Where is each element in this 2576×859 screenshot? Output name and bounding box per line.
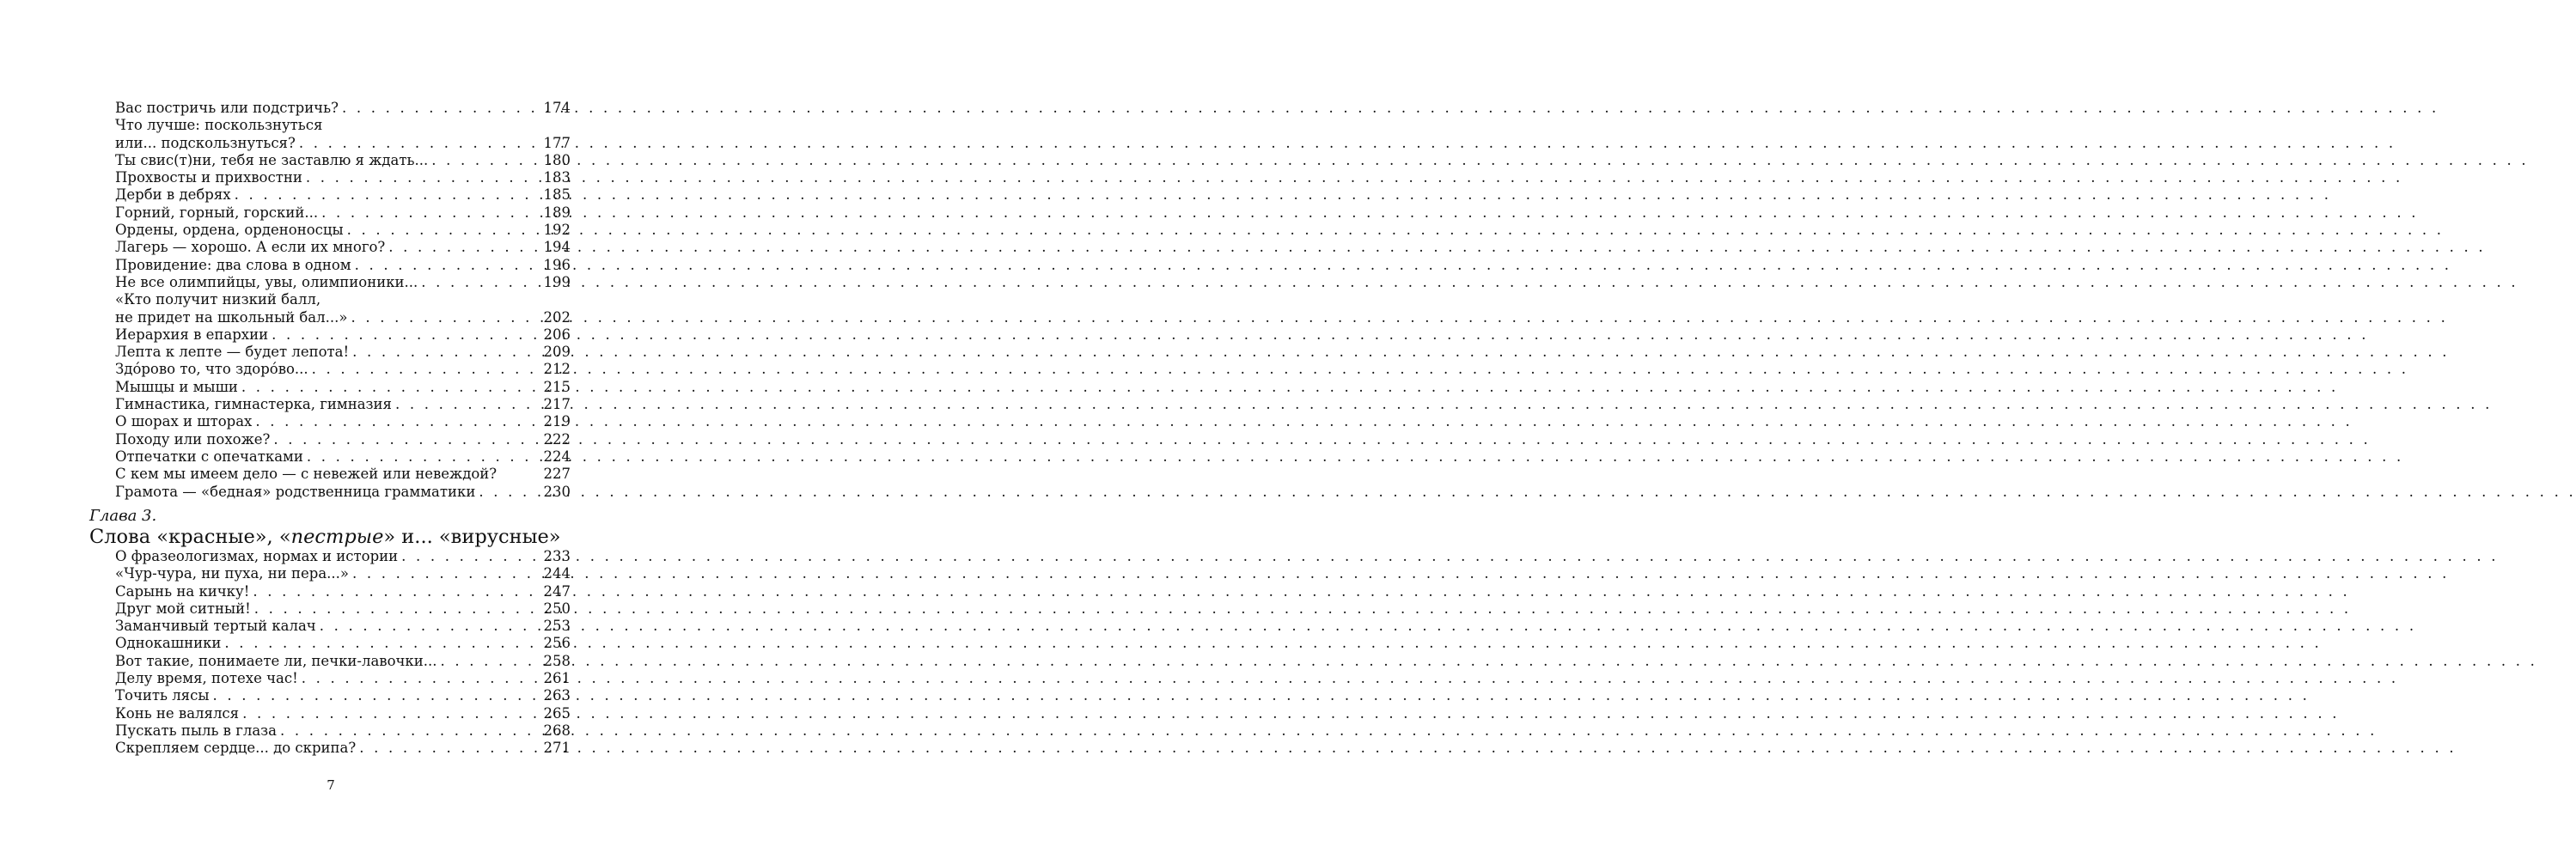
toc-entry-page: 233 (543, 548, 571, 564)
toc-entry-title: «Чур-чура, ни пуха, ни пера...» (115, 565, 350, 582)
toc-entry (115, 548, 571, 565)
toc-leader-dots (224, 635, 538, 652)
toc-entry (115, 326, 571, 344)
toc-entry (115, 635, 571, 652)
toc-leader-dots (431, 152, 538, 169)
toc-entry-page: 183 (543, 169, 571, 186)
toc-leader-dots (273, 431, 538, 448)
toc-entry-page: 209 (543, 344, 571, 361)
toc-leader-dots (312, 361, 539, 378)
toc-entry-page: 206 (543, 326, 571, 343)
toc-entry (115, 186, 571, 204)
toc-entry (115, 169, 571, 186)
toc-leader-dots (359, 740, 538, 757)
toc-entry-page: 268 (543, 722, 571, 739)
toc-entry-page: 177 (543, 134, 571, 151)
toc-leader-dots (479, 484, 538, 501)
toc-leader-dots (235, 186, 539, 204)
toc-entry-page: 271 (543, 740, 571, 757)
toc-leader-dots (299, 135, 539, 152)
toc-entry-page: 196 (543, 256, 571, 273)
toc-entry-line (115, 448, 571, 466)
toc-entry-title: Иерархия в епархии (115, 326, 269, 343)
toc-entry-line (115, 344, 571, 361)
toc-entry (115, 740, 571, 757)
toc-entry-line (115, 670, 571, 687)
toc-entry-line (115, 548, 571, 565)
chapter-heading (89, 507, 605, 548)
toc-leader-dots (342, 100, 539, 117)
toc-entry-title: Горний, горный, горский... (115, 204, 319, 221)
toc-entry-title: Вас постричь или подстричь? (115, 100, 339, 116)
toc-entry-line (115, 431, 571, 448)
toc-entry-title: Что лучше: поскользнуться (115, 117, 323, 134)
chapter-label: Глава 3. (89, 507, 157, 525)
toc-entry-page: 189 (543, 204, 571, 221)
toc-entry-page: 199 (543, 273, 571, 290)
toc-entry (115, 344, 571, 361)
toc-entry-page: 224 (543, 448, 571, 465)
toc-leader-dots (320, 618, 539, 635)
toc-entry (115, 705, 571, 722)
toc-leader-dots (280, 722, 538, 740)
toc-entry-title: Прохвосты и прихвостни (115, 169, 302, 186)
toc-entry-line (115, 169, 571, 186)
toc-entry-page: 174 (543, 100, 571, 116)
toc-entry-title: Скрепляем сердце... до скрипа? (115, 740, 357, 757)
toc-entry-line (115, 705, 571, 722)
toc-entry-line (115, 100, 571, 117)
toc-leader-dots (255, 413, 538, 430)
toc-entry-line (115, 379, 571, 396)
toc-leader-dots (421, 274, 538, 291)
toc-entry (115, 670, 571, 687)
toc-entry (115, 431, 571, 448)
toc-entry (115, 379, 571, 396)
toc-entry-line (115, 309, 571, 326)
toc-entry-title: Точить лясы (115, 687, 210, 704)
toc-entry-line (115, 740, 571, 757)
toc-entry (115, 274, 571, 291)
chapter-title (89, 526, 605, 548)
toc-entry-page: 230 (543, 483, 571, 500)
toc-entry (115, 413, 571, 430)
toc-entry-page: 194 (543, 239, 571, 256)
toc-entry-line (115, 239, 571, 256)
toc-entry-page: 256 (543, 635, 571, 652)
toc-entry-line (115, 484, 571, 501)
page-number: 7 (327, 777, 335, 793)
toc-entry (115, 722, 571, 740)
toc-entry-line (115, 117, 571, 134)
toc-entry (115, 466, 571, 483)
toc-entry-title: С кем мы имеем дело — с невежей или невеждой? (115, 466, 497, 483)
toc-entry-page: 244 (543, 565, 571, 582)
toc-entry-page: 202 (543, 308, 571, 326)
toc-entry-line (115, 565, 571, 582)
toc-entry-title: Ордены, ордена, орденоносцы (115, 222, 344, 239)
toc-entry-page: 215 (543, 378, 571, 395)
toc-entry-line (115, 413, 571, 430)
toc-entry-page: 265 (543, 704, 571, 722)
toc-entry (115, 361, 571, 378)
toc-leader-dots (440, 653, 538, 670)
toc-leader-dots (272, 326, 538, 344)
toc-leader-dots (306, 169, 539, 186)
toc-entry (115, 291, 571, 326)
toc-entry (115, 152, 571, 169)
toc-entry-line (115, 186, 571, 204)
toc-entry-page: 258 (543, 652, 571, 669)
toc-entry-title: Отпечатки с опечатками (115, 448, 303, 465)
toc-leader-dots (351, 309, 538, 326)
toc-entry-page: 180 (543, 151, 571, 168)
toc-leader-dots (321, 204, 538, 222)
toc-entry-title: Походу или похоже? (115, 430, 271, 448)
toc-entry-title: Провидение: два слова в одном (115, 256, 351, 273)
toc-entry (115, 618, 571, 635)
toc-entry-line (115, 222, 571, 239)
toc-entry-line (115, 618, 571, 635)
toc-entry (115, 600, 571, 618)
toc-entry-page: 247 (543, 582, 571, 600)
toc-entry-line (115, 653, 571, 670)
toc-leader-dots (242, 705, 538, 722)
toc-entry-page: 227 (543, 466, 571, 483)
toc-entry-line (115, 466, 571, 483)
toc-entry-line (115, 135, 571, 152)
toc-entry (115, 239, 571, 256)
toc-entry (115, 257, 571, 274)
toc-entry (115, 204, 571, 222)
toc-entry (115, 583, 571, 600)
toc-entry-line (115, 257, 571, 274)
toc-entry-title: или... подскользнуться? (115, 134, 296, 151)
toc-section-upper (115, 100, 571, 501)
toc-entry-line (115, 687, 571, 704)
toc-leader-dots (401, 548, 538, 565)
toc-entry-page: 212 (543, 361, 571, 378)
toc-entry-line (115, 291, 571, 308)
toc-leader-dots (352, 344, 538, 361)
toc-entry-line (115, 274, 571, 291)
toc-entry (115, 100, 571, 117)
toc-entry-title: О шорах и шторах (115, 413, 253, 430)
toc-entry-title: Друг мой ситный! (115, 600, 251, 617)
toc-entry-line (115, 396, 571, 413)
toc-leader-dots (307, 448, 539, 466)
toc-entry-page: 253 (543, 618, 571, 635)
toc-entry (115, 396, 571, 413)
toc-entry-line (115, 326, 571, 344)
toc-leader-dots (388, 239, 538, 256)
toc-leader-dots (302, 670, 539, 687)
toc-leader-dots (355, 257, 539, 274)
toc-entry-page: 219 (543, 413, 571, 430)
toc-entry (115, 484, 571, 501)
toc-entry-title: не придет на школьный бал...» (115, 308, 348, 326)
toc-entry-line (115, 361, 571, 378)
toc-entry (115, 117, 571, 152)
toc-entry-line (115, 722, 571, 740)
toc-entry-title: Конь не валялся (115, 704, 240, 722)
toc-entry-page: 261 (543, 670, 571, 687)
toc-leader-dots (352, 565, 538, 582)
toc-entry-page: 185 (543, 186, 571, 204)
chapter-title-part2: » и... «вирусные» (383, 526, 561, 548)
toc-entry-title: Ты свис(т)ни, тебя не заставлю я ждать... (115, 151, 429, 168)
toc-entry-title: Здóрово то, что здорóво... (115, 361, 308, 378)
toc-leader-dots (241, 379, 539, 396)
toc-entry-title: Дерби в дебрях (115, 186, 231, 204)
toc-entry-title: Не все олимпийцы, увы, олимпионики... (115, 273, 418, 290)
toc-entry-title: Заманчивый тертый калач (115, 618, 316, 635)
toc-leader-dots (395, 396, 539, 413)
toc-entry-title: Грамота — «бедная» родственница грамматики (115, 483, 476, 500)
toc-section-lower (115, 548, 571, 758)
toc-leader-dots (253, 583, 538, 600)
toc-entry-title: Пускать пыль в глаза (115, 722, 278, 739)
toc-leader-dots (212, 687, 538, 704)
toc-entry-title: Однокашники (115, 635, 222, 652)
toc-entry (115, 687, 571, 704)
toc-entry-title: Лепта к лепте — будет лепота! (115, 344, 350, 361)
toc-entry-page: 222 (543, 430, 571, 448)
toc-entry-title: О фразеологизмах, нормах и истории (115, 548, 399, 564)
toc-leader-dots (347, 222, 539, 239)
toc-entry-page: 250 (543, 600, 571, 617)
toc-entry-page: 217 (543, 396, 571, 413)
toc-entry (115, 448, 571, 466)
toc-entry-line (115, 600, 571, 618)
chapter-title-italic: пестрые (290, 526, 384, 548)
toc-entry-title: Мышцы и мыши (115, 378, 238, 395)
chapter-title-part1: Слова «красные», « (89, 526, 291, 548)
toc-entry-title: Делу время, потехе час! (115, 670, 298, 687)
toc-entry-line (115, 635, 571, 652)
toc-entry (115, 565, 571, 582)
toc-entry (115, 653, 571, 670)
toc-entry-line (115, 204, 571, 222)
toc-entry-line (115, 583, 571, 600)
toc-entry-title: Лагерь — хорошо. А если их много? (115, 239, 386, 256)
toc-entry-page: 263 (543, 687, 571, 704)
toc-leader-dots (254, 600, 539, 618)
toc-entry-title: Гимнастика, гимнастерка, гимназия (115, 396, 392, 413)
toc-entry-title: Сарынь на кичку! (115, 582, 250, 600)
toc-entry-title: Вот такие, понимаете ли, печки-лавочки... (115, 652, 437, 669)
toc-entry-page: 192 (543, 222, 571, 239)
toc-entry (115, 222, 571, 239)
toc-entry-line (115, 152, 571, 169)
toc-entry-title: «Кто получит низкий балл, (115, 291, 321, 308)
